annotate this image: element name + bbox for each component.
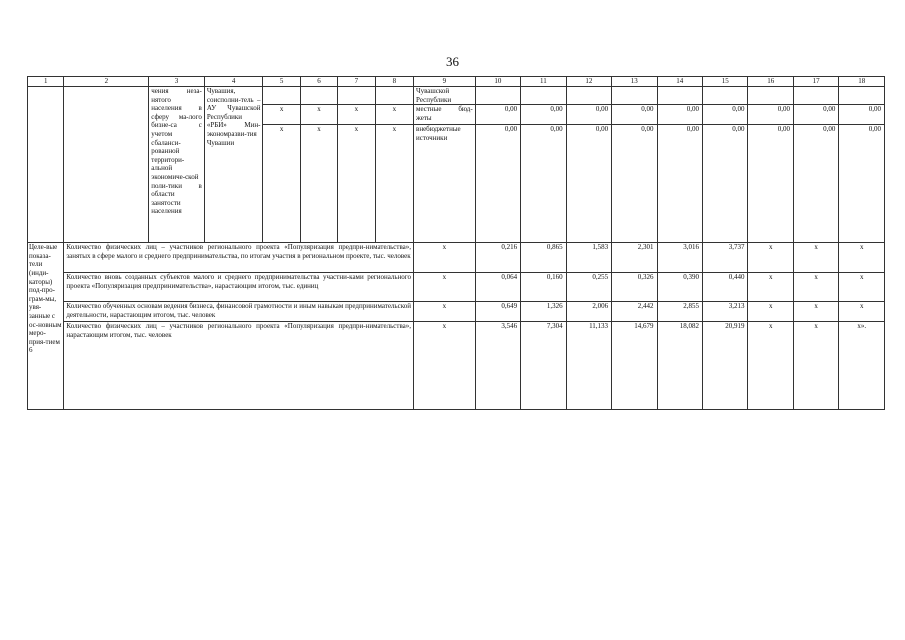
- column-number: 4: [204, 77, 263, 87]
- value-cell: x: [748, 302, 793, 322]
- value-cell: 0,390: [657, 273, 702, 302]
- value-cell: 0,865: [521, 243, 566, 273]
- value-cell: 7,304: [521, 322, 566, 410]
- funding-source: Чувашской Республики: [414, 87, 476, 105]
- indicator-text: Количество обученных основам ведения бизнеса, финансовой грамотности и иным навыкам предпринимательской деятельности, нарастающим итогом, тыс. человек: [64, 302, 414, 322]
- column-number: 10: [475, 77, 520, 87]
- indicator-row: [28, 322, 885, 410]
- mark-cell: x: [300, 105, 337, 125]
- value-cell: 2,301: [612, 243, 657, 273]
- indicator-row: [28, 273, 885, 302]
- value-cell: 0,00: [748, 105, 793, 125]
- event-description: чения неза-нятого населения в сферу ма-лого бизне-са с учетом сбаланси-рованной территори-альной экономиче-ской поли-тики в области занятости населения: [149, 87, 205, 243]
- value-cell: x: [793, 322, 838, 410]
- value-cell: x: [793, 302, 838, 322]
- value-cell: 0,255: [566, 273, 611, 302]
- value-cell: 0,00: [612, 125, 657, 243]
- value-cell: [793, 87, 838, 105]
- indicator-row: [28, 243, 885, 273]
- value-cell: 3,546: [475, 322, 520, 410]
- value-cell: 0,440: [703, 273, 748, 302]
- value-cell: 0,00: [793, 125, 838, 243]
- column-number: 13: [612, 77, 657, 87]
- executor: Чувашия, соисполни-тель – АУ Чувашской Республики «РБИ» Мин-экономразви-тия Чувашии: [204, 87, 263, 243]
- column-number: 2: [64, 77, 149, 87]
- mark-cell: [375, 87, 413, 105]
- value-cell: 14,679: [612, 322, 657, 410]
- value-cell: 2,855: [657, 302, 702, 322]
- value-cell: 18,082: [657, 322, 702, 410]
- mark-cell: x: [263, 105, 300, 125]
- column-number-row: [28, 77, 885, 87]
- value-cell: 0,00: [475, 125, 520, 243]
- indicator-text: Количество физических лиц – участников регионального проекта «Популяризация предпри-нимательства», занятых в сфере малого и среднего предпринимательства, по итогам участия в региональном проекте, тыс. человек: [64, 243, 414, 273]
- value-cell: 0,00: [703, 105, 748, 125]
- column-number: 3: [149, 77, 205, 87]
- value-cell: [566, 87, 611, 105]
- page-number: 36: [446, 54, 459, 69]
- value-cell: 3,737: [703, 243, 748, 273]
- value-cell: [703, 87, 748, 105]
- mark-cell: x: [300, 125, 337, 243]
- mark-cell: x: [414, 302, 476, 322]
- value-cell: 11,133: [566, 322, 611, 410]
- value-cell: 20,919: [703, 322, 748, 410]
- value-cell: [748, 87, 793, 105]
- funding-source: внебюджетные источники: [414, 125, 476, 243]
- value-cell: 0,326: [612, 273, 657, 302]
- mark-cell: x: [263, 125, 300, 243]
- value-cell: 0,00: [612, 105, 657, 125]
- value-cell: 0,00: [475, 105, 520, 125]
- value-cell: 0,00: [521, 125, 566, 243]
- value-cell: 1,583: [566, 243, 611, 273]
- value-cell: 0,00: [657, 105, 702, 125]
- empty-cell: [28, 87, 64, 243]
- value-cell: x: [839, 273, 885, 302]
- mark-cell: [263, 87, 300, 105]
- value-cell: 0,00: [566, 105, 611, 125]
- value-cell: [657, 87, 702, 105]
- program-table: [27, 76, 885, 410]
- value-cell: 2,006: [566, 302, 611, 322]
- value-cell: x: [748, 273, 793, 302]
- value-cell: 0,00: [657, 125, 702, 243]
- value-cell: 0,00: [839, 125, 885, 243]
- value-cell: x: [748, 322, 793, 410]
- column-number: 15: [703, 77, 748, 87]
- mark-cell: x: [414, 322, 476, 410]
- column-number: 1: [28, 77, 64, 87]
- indicator-text: Количество физических лиц – участников регионального проекта «Популяризация предпри-нимательства», нарастающим итогом, тыс. человек: [64, 322, 414, 410]
- mark-cell: x: [338, 105, 375, 125]
- column-number: 9: [414, 77, 476, 87]
- value-cell: 3,213: [703, 302, 748, 322]
- value-cell: 0,216: [475, 243, 520, 273]
- value-cell: 0,00: [793, 105, 838, 125]
- value-cell: [612, 87, 657, 105]
- value-cell: x: [793, 273, 838, 302]
- mark-cell: x: [375, 125, 413, 243]
- value-cell: x: [748, 243, 793, 273]
- mark-cell: x: [414, 273, 476, 302]
- mark-cell: x: [338, 125, 375, 243]
- value-cell: 0,00: [839, 105, 885, 125]
- funding-source: местные бюд-жеты: [414, 105, 476, 125]
- column-number: 16: [748, 77, 793, 87]
- value-cell: [521, 87, 566, 105]
- column-number: 8: [375, 77, 413, 87]
- value-cell: [839, 87, 885, 105]
- empty-cell: [64, 87, 149, 243]
- value-cell: 0,064: [475, 273, 520, 302]
- value-cell: 0,00: [703, 125, 748, 243]
- value-cell: 0,00: [566, 125, 611, 243]
- value-cell: 0,00: [748, 125, 793, 243]
- mark-cell: x: [375, 105, 413, 125]
- column-number: 17: [793, 77, 838, 87]
- column-number: 7: [338, 77, 375, 87]
- value-cell: 0,160: [521, 273, 566, 302]
- value-cell: [475, 87, 520, 105]
- mark-cell: x: [414, 243, 476, 273]
- indicator-text: Количество вновь созданных субъектов малого и среднего предпринимательства участни-ками регионального проекта «Популяризация предпринимательства», нарастающим итогом, тыс. единиц: [64, 273, 414, 302]
- mark-cell: [300, 87, 337, 105]
- value-cell: x: [839, 302, 885, 322]
- column-number: 18: [839, 77, 885, 87]
- value-cell: x».: [839, 322, 885, 410]
- column-number: 11: [521, 77, 566, 87]
- mark-cell: [338, 87, 375, 105]
- value-cell: 1,326: [521, 302, 566, 322]
- value-cell: 3,016: [657, 243, 702, 273]
- value-cell: 0,00: [521, 105, 566, 125]
- column-number: 14: [657, 77, 702, 87]
- value-cell: x: [839, 243, 885, 273]
- column-number: 6: [300, 77, 337, 87]
- indicator-group-label: Целе-вые показа-тели (инди-каторы) под-про-грам-мы, увя-занные с ос-новным меро-прия-тием 6: [28, 243, 64, 410]
- column-number: 12: [566, 77, 611, 87]
- value-cell: 2,442: [612, 302, 657, 322]
- funding-row: [28, 87, 885, 105]
- value-cell: 0,649: [475, 302, 520, 322]
- indicator-row: [28, 302, 885, 322]
- column-number: 5: [263, 77, 300, 87]
- value-cell: x: [793, 243, 838, 273]
